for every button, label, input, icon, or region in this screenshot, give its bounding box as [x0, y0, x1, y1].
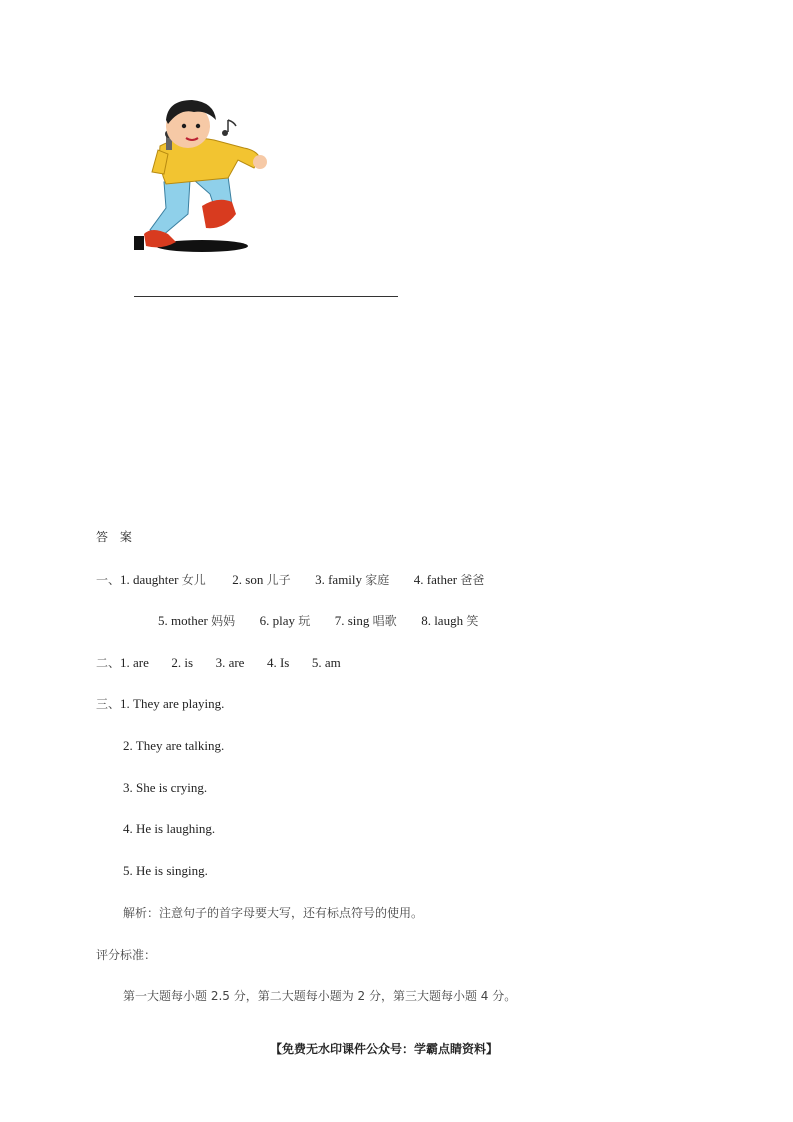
section2-row: [96, 654, 341, 672]
s1-item-4: 4. father: [413, 572, 458, 587]
section1-prefix: 一、: [96, 573, 121, 587]
s3-item-2: 2. They are talking.: [123, 738, 225, 753]
section2-prefix: 二、: [96, 656, 121, 670]
scoring-text: 第一大题每小题 2.5 分，第二大题每小题为 2 分，第三大题每小题 4 分。: [123, 989, 517, 1003]
s1-item-6-cn: 玩: [298, 614, 311, 628]
footer-notice: 【免费无水印课件公众号：学霸点睛资料】: [270, 1042, 499, 1056]
s3-item-4: 4. He is laughing.: [123, 821, 216, 836]
s2-item-3: 3. are: [215, 655, 245, 670]
s1-item-1-cn: 女儿: [181, 573, 206, 587]
s1-item-7: 7. sing: [334, 613, 370, 628]
scoring-title: 评分标准：: [96, 948, 157, 962]
s3-item-5: 5. He is singing.: [123, 863, 208, 878]
s1-item-8: 8. laugh: [421, 613, 464, 628]
s1-item-2-cn: 儿子: [266, 573, 291, 587]
s3-item-1: 1. They are playing.: [120, 696, 225, 711]
section1-row1: [96, 571, 484, 589]
s3-item-3: 3. She is crying.: [123, 780, 208, 795]
section1-row2: [158, 612, 478, 630]
s2-item-4: 4. Is: [266, 655, 290, 670]
s1-item-8-cn: 笑: [466, 614, 479, 628]
s1-item-6: 6. play: [259, 613, 295, 628]
section3-item-1-row: [96, 695, 224, 713]
s1-item-4-cn: 爸爸: [460, 573, 485, 587]
s2-item-5: 5. am: [311, 655, 341, 670]
singing-boy-illustration: [132, 96, 274, 260]
s1-item-7-cn: 唱歌: [372, 614, 397, 628]
s1-item-3-cn: 家庭: [365, 573, 390, 587]
s1-item-2: 2. son: [232, 572, 264, 587]
s1-item-1: 1. daughter: [120, 572, 179, 587]
s1-item-3: 3. family: [315, 572, 363, 587]
analysis-note: 解析：注意句子的首字母要大写，还有标点符号的使用。: [123, 906, 424, 920]
s1-item-5-cn: 妈妈: [211, 614, 236, 628]
s2-item-2: 2. is: [171, 655, 194, 670]
s1-item-5: 5. mother: [158, 613, 208, 628]
answers-heading: 答 案: [96, 530, 136, 544]
s2-item-1: 1. are: [120, 655, 149, 670]
answer-blank-line: [134, 296, 398, 297]
section3-prefix: 三、: [96, 697, 121, 711]
